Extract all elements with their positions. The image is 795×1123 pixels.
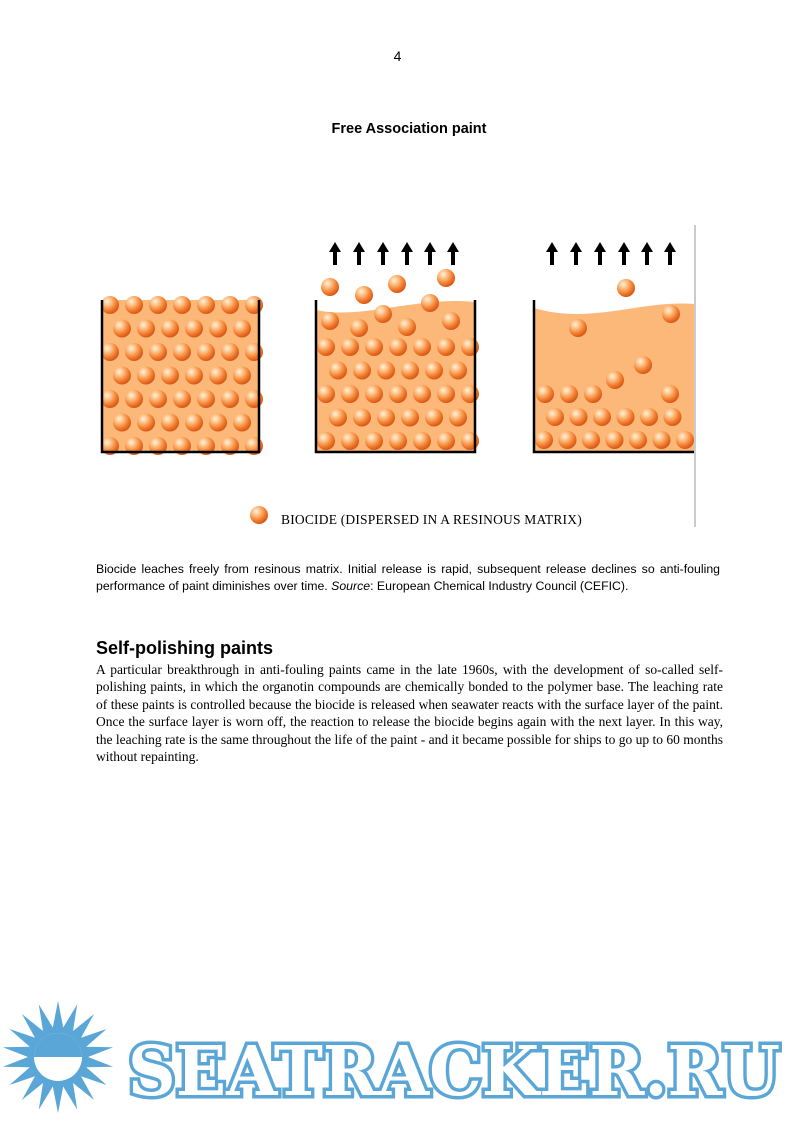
biocide-sphere	[653, 431, 671, 449]
site-watermark	[0, 1000, 795, 1123]
biocide-sphere	[559, 431, 577, 449]
biocide-sphere	[350, 319, 368, 337]
biocide-sphere	[233, 320, 251, 338]
panel-initial-state	[101, 296, 263, 455]
biocide-sphere	[421, 294, 439, 312]
up-arrow-icon	[424, 242, 436, 265]
biocide-sphere	[341, 338, 359, 356]
biocide-sphere	[569, 319, 587, 337]
caption-source-label: Source	[331, 579, 371, 593]
biocide-sphere	[413, 385, 431, 403]
up-arrow-icon	[570, 242, 582, 265]
biocide-sphere	[245, 296, 263, 314]
biocide-sphere	[353, 409, 371, 427]
up-arrow-icon	[618, 242, 630, 265]
biocide-sphere	[425, 362, 443, 380]
biocide-sphere	[137, 414, 155, 432]
release-arrows	[329, 242, 459, 265]
biocide-sphere	[149, 390, 167, 408]
biocide-sphere	[101, 296, 119, 314]
biocide-sphere	[355, 286, 373, 304]
biocide-sphere	[161, 414, 179, 432]
figure-title: Free Association paint	[331, 121, 487, 137]
biocide-sphere	[437, 338, 455, 356]
up-arrow-icon	[329, 242, 341, 265]
biocide-sphere	[389, 385, 407, 403]
biocide-sphere	[461, 385, 479, 403]
biocide-sphere	[536, 385, 554, 403]
biocide-sphere	[437, 432, 455, 450]
biocide-sphere	[425, 409, 443, 427]
biocide-sphere	[617, 279, 635, 297]
biocide-sphere	[640, 408, 658, 426]
section-heading: Self-polishing paints	[96, 638, 274, 658]
biocide-sphere	[161, 367, 179, 385]
up-arrow-icon	[353, 242, 365, 265]
figure-caption	[96, 561, 720, 595]
biocide-sphere	[676, 431, 694, 449]
biocide-sphere	[584, 385, 602, 403]
biocide-sphere	[546, 408, 564, 426]
biocide-sphere	[209, 414, 227, 432]
biocide-sphere	[442, 312, 460, 330]
biocide-sphere	[321, 312, 339, 330]
biocide-sphere	[209, 320, 227, 338]
biocide-sphere	[185, 367, 203, 385]
biocide-sphere	[125, 296, 143, 314]
biocide-sphere	[185, 414, 203, 432]
up-arrow-icon	[546, 242, 558, 265]
biocide-sphere	[617, 408, 635, 426]
legend-label: BIOCIDE (DISPERSED IN A RESINOUS MATRIX)	[281, 512, 582, 527]
page-number: 4	[393, 48, 402, 64]
biocide-sphere	[137, 320, 155, 338]
biocide-sphere	[341, 432, 359, 450]
biocide-sphere	[329, 409, 347, 427]
up-arrow-icon	[641, 242, 653, 265]
biocide-sphere	[149, 343, 167, 361]
biocide-sphere	[197, 390, 215, 408]
caption-text: Biocide leaches freely from resinous matrix. Initial release is rapid, subsequent release declines so anti-fouling performance of paint diminishes over time.	[96, 562, 720, 593]
biocide-sphere	[365, 432, 383, 450]
biocide-sphere	[197, 296, 215, 314]
biocide-sphere	[233, 367, 251, 385]
biocide-sphere	[125, 343, 143, 361]
biocide-sphere	[413, 338, 431, 356]
biocide-sphere	[341, 385, 359, 403]
biocide-sphere	[662, 305, 680, 323]
biocide-sphere	[389, 432, 407, 450]
section-body: A particular breakthrough in anti-fouling paints came in the late 1960s, with the development of so-called self-polishing paints, in which the organotin compounds are chemically bonded to the polymer base. The leaching rate of these paints is controlled because the biocide is released when seawater reacts with the surface layer of the paint. Once the surface layer is worn off, the reaction to release the biocide begins again with the next layer. In this way, the leaching rate is the same throughout the life of the paint - and it became possible for ships to go up to 60 months without repainting.	[96, 662, 723, 765]
up-arrow-icon	[447, 242, 459, 265]
biocide-sphere	[221, 343, 239, 361]
biocide-sphere	[461, 338, 479, 356]
release-arrows	[546, 242, 676, 265]
biocide-sphere	[535, 431, 553, 449]
biocide-sphere	[398, 318, 416, 336]
biocide-sphere	[245, 343, 263, 361]
up-arrow-icon	[401, 242, 413, 265]
biocide-sphere	[173, 343, 191, 361]
biocide-sphere	[113, 320, 131, 338]
biocide-sphere	[389, 338, 407, 356]
legend-biocide-sphere	[250, 506, 268, 524]
biocide-sphere	[221, 390, 239, 408]
biocide-sphere	[101, 390, 119, 408]
biocide-sphere	[317, 338, 335, 356]
biocide-sphere	[629, 431, 647, 449]
biocide-sphere	[560, 385, 578, 403]
biocide-sphere	[388, 275, 406, 293]
sun-icon	[3, 1001, 113, 1113]
biocide-sphere	[593, 408, 611, 426]
biocide-sphere	[101, 343, 119, 361]
biocide-sphere	[329, 362, 347, 380]
up-arrow-icon	[664, 242, 676, 265]
biocide-sphere	[377, 409, 395, 427]
biocide-sphere	[401, 409, 419, 427]
biocide-sphere	[365, 385, 383, 403]
biocide-sphere	[461, 432, 479, 450]
biocide-sphere	[664, 408, 682, 426]
panel-rapid-release	[316, 242, 479, 452]
biocide-sphere	[113, 414, 131, 432]
biocide-sphere	[149, 296, 167, 314]
biocide-sphere	[113, 367, 131, 385]
biocide-sphere	[317, 432, 335, 450]
biocide-sphere	[449, 362, 467, 380]
biocide-sphere	[173, 296, 191, 314]
caption-source-text: : European Chemical Industry Council (CEFIC).	[370, 579, 629, 593]
biocide-sphere	[185, 320, 203, 338]
watermark-text: SEATRACKER.RU	[128, 1032, 780, 1112]
panel-depleted-state	[534, 225, 695, 527]
biocide-sphere	[233, 414, 251, 432]
biocide-sphere	[413, 432, 431, 450]
biocide-sphere	[353, 362, 371, 380]
biocide-sphere	[209, 367, 227, 385]
biocide-sphere	[437, 269, 455, 287]
biocide-sphere	[401, 362, 419, 380]
biocide-sphere	[582, 431, 600, 449]
biocide-sphere	[570, 408, 588, 426]
biocide-sphere	[634, 356, 652, 374]
biocide-sphere	[374, 305, 392, 323]
biocide-sphere	[161, 320, 179, 338]
biocide-sphere	[245, 390, 263, 408]
up-arrow-icon	[594, 242, 606, 265]
biocide-sphere	[125, 390, 143, 408]
biocide-sphere	[606, 431, 624, 449]
biocide-sphere	[317, 385, 335, 403]
biocide-release-diagram	[0, 0, 795, 560]
biocide-sphere	[321, 278, 339, 296]
biocide-sphere	[365, 338, 383, 356]
biocide-sphere	[221, 296, 239, 314]
biocide-sphere	[377, 362, 395, 380]
biocide-sphere	[173, 390, 191, 408]
biocide-sphere	[449, 409, 467, 427]
biocide-sphere	[437, 385, 455, 403]
biocide-sphere	[661, 385, 679, 403]
biocide-sphere	[606, 371, 624, 389]
up-arrow-icon	[377, 242, 389, 265]
biocide-sphere	[197, 343, 215, 361]
biocide-sphere	[137, 367, 155, 385]
